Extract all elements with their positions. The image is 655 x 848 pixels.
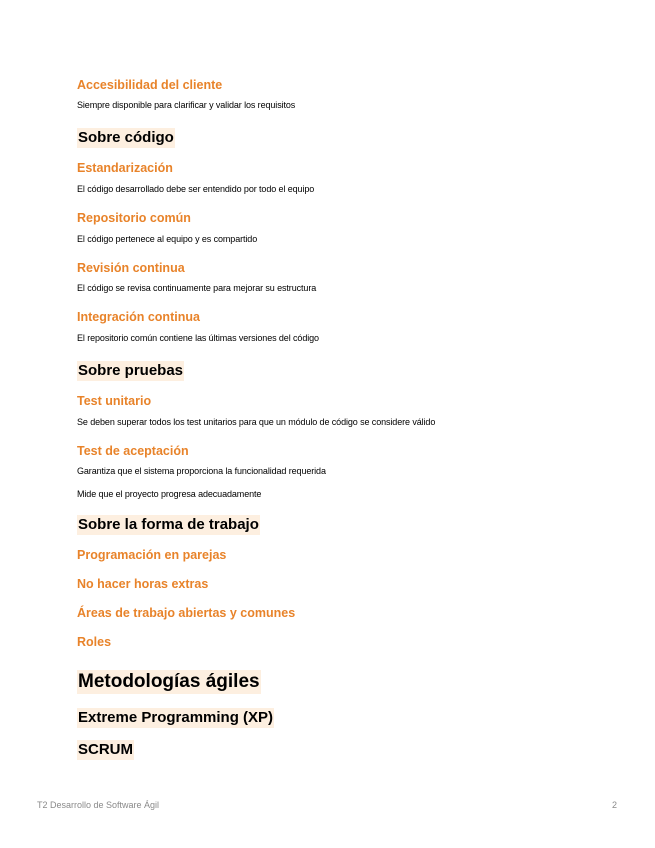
heading-no-horas-extras: No hacer horas extras [77,577,209,591]
text-integracion-continua: El repositorio común contiene las últimas versiones del código [77,333,319,343]
heading-extreme-programming: Extreme Programming (XP) [78,709,274,726]
heading-test-aceptacion: Test de aceptación [77,444,189,458]
heading-sobre-pruebas: Sobre pruebas [78,362,184,379]
heading-programacion-parejas: Programación en parejas [77,548,227,562]
footer-title: T2 Desarrollo de Software Ágil [37,800,160,810]
heading-sobre-codigo: Sobre código [78,129,174,146]
heading-integracion-continua: Integración continua [77,310,200,324]
heading-estandarizacion: Estandarización [77,161,173,175]
text-estandarizacion: El código desarrollado debe ser entendido por todo el equipo [77,184,315,194]
text-test-unitario: Se deben superar todos los test unitarios para que un módulo de código se considere válido [77,417,436,427]
heading-scrum: SCRUM [78,741,133,758]
heading-test-unitario: Test unitario [77,394,152,408]
heading-roles: Roles [77,635,112,649]
text-accesibilidad: Siempre disponible para clarificar y validar los requisitos [77,100,296,110]
heading-accesibilidad: Accesibilidad del cliente [77,78,223,92]
text-revision-continua: El código se revisa continuamente para mejorar su estructura [77,283,317,293]
heading-sobre-forma-trabajo: Sobre la forma de trabajo [78,516,259,533]
text-test-aceptacion-1: Garantiza que el sistema proporciona la funcionalidad requerida [77,466,326,476]
heading-metodologias-agiles: Metodologías ágiles [78,671,260,692]
footer-page-number: 2 [611,800,617,810]
heading-revision-continua: Revisión continua [77,261,185,275]
text-test-aceptacion-2: Mide que el proyecto progresa adecuadamente [77,489,262,499]
heading-areas-trabajo: Áreas de trabajo abiertas y comunes [77,606,296,620]
text-repositorio-comun: El código pertenece al equipo y es compartido [77,234,258,244]
heading-repositorio-comun: Repositorio común [77,211,191,225]
